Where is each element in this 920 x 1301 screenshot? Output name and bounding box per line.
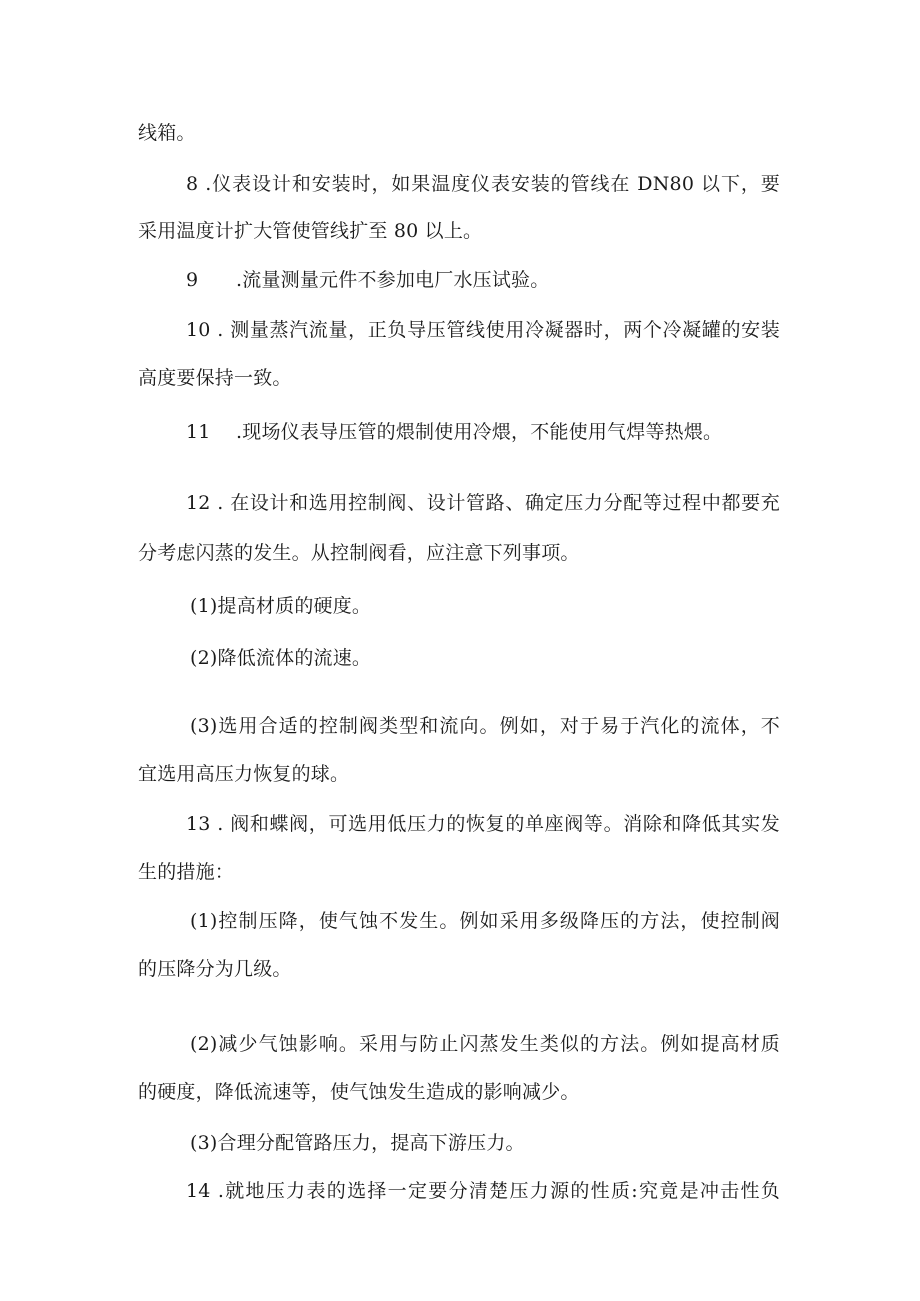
text-line: 8 .仪表设计和安装时，如果温度仪表安装的管线在 DN80 以下，要: [186, 173, 780, 195]
text-line: (1)控制压降，使气蚀不发生。例如采用多级降压的方法，使控制阀: [190, 910, 780, 932]
text-line: 12 . 在设计和选用控制阀、设计管路、确定压力分配等过程中都要充: [186, 492, 780, 514]
text-line: 的压降分为几级。: [138, 958, 292, 980]
text-line: 高度要保持一致。: [138, 367, 292, 389]
text-line: 生的措施：: [138, 861, 235, 883]
text-line: (2)降低流体的流速。: [190, 647, 372, 669]
text-line: 14 .就地压力表的选择一定要分清楚压力源的性质:究竟是冲击性负: [186, 1180, 780, 1202]
text-line: (3)合理分配管路压力，提高下游压力。: [190, 1132, 525, 1154]
text-line: 分考虑闪蒸的发生。从控制阀看，应注意下列事项。: [138, 542, 580, 564]
text-line: 10 . 测量蒸汽流量，正负导压管线使用冷凝器时，两个冷凝罐的安装: [186, 319, 780, 341]
text-line: (1)提高材质的硬度。: [190, 595, 372, 617]
text-line: (3)选用合适的控制阀类型和流向。例如，对于易于汽化的流体，不: [190, 715, 780, 737]
text-line: 13 . 阀和蝶阀，可选用低压力的恢复的单座阀等。消除和降低其实发: [186, 813, 780, 835]
text-line: .流量测量元件不参加电厂水压试验。: [236, 269, 550, 291]
text-line: 采用温度计扩大管使管线扩至 80 以上。: [138, 220, 483, 242]
text-line: .现场仪表导压管的煨制使用冷煨，不能使用气焊等热煨。: [236, 421, 723, 443]
text-line: 的硬度，降低流速等，使气蚀发生造成的影响减少。: [138, 1081, 580, 1103]
text-line: 宜选用高压力恢复的球。: [138, 763, 350, 785]
text-line: 线箱。: [138, 122, 196, 144]
list-number: 11: [186, 421, 211, 443]
list-number: 9: [186, 269, 199, 291]
text-line: (2)减少气蚀影响。采用与防止闪蒸发生类似的方法。例如提高材质: [190, 1033, 780, 1055]
